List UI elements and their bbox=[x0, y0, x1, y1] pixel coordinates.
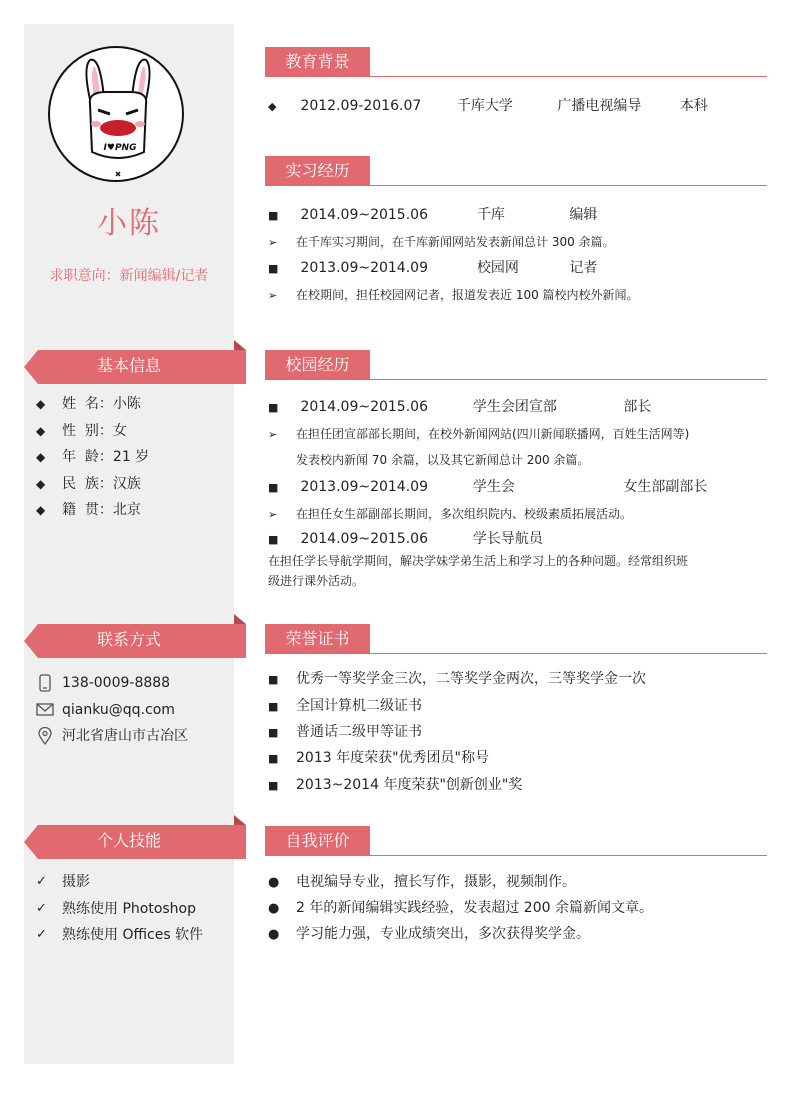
internship-desc bbox=[268, 233, 768, 250]
honor-item bbox=[268, 721, 768, 741]
campus-role: 女生部副部长 bbox=[623, 479, 708, 495]
arrow-bullet-icon: ➢ bbox=[268, 428, 278, 441]
internship-role: 编辑 bbox=[569, 207, 598, 223]
basic-info-banner bbox=[24, 340, 246, 384]
avatar bbox=[48, 46, 184, 182]
education-degree: 本科 bbox=[679, 98, 708, 114]
basic-info-label: 年 龄： bbox=[62, 449, 113, 465]
internship-desc bbox=[268, 286, 768, 303]
skill-item bbox=[36, 896, 232, 923]
campus-entry bbox=[268, 528, 768, 548]
basic-info-value: 小陈 bbox=[112, 396, 141, 412]
mail-icon bbox=[36, 701, 54, 719]
self-eval-header bbox=[265, 826, 767, 856]
campus-desc-text: 在担任女生部副部长期间，多次组织院内、校级素质拓展活动。 bbox=[296, 507, 633, 521]
location-pin-icon bbox=[36, 727, 54, 745]
education-entry bbox=[268, 95, 768, 115]
check-icon: ✓ bbox=[36, 900, 47, 916]
phone-icon bbox=[36, 674, 54, 692]
basic-info-label: 性 别： bbox=[62, 422, 113, 439]
campus-role: 部长 bbox=[623, 399, 652, 415]
basic-info-row bbox=[36, 391, 232, 418]
basic-info-row bbox=[36, 497, 232, 524]
honor-label: 优秀一等奖学金三次，二等奖学金两次，三等奖学金一次 bbox=[296, 671, 646, 687]
self-eval-item bbox=[268, 871, 768, 891]
skills-title: 个人技能 bbox=[96, 831, 161, 850]
campus-period: 2014.09~2015.06 bbox=[300, 531, 428, 547]
internship-title: 实习经历 bbox=[265, 156, 370, 186]
education-header bbox=[265, 47, 767, 77]
campus-desc bbox=[268, 552, 768, 569]
campus-period: 2013.09~2014.09 bbox=[300, 479, 428, 495]
internship-header bbox=[265, 156, 767, 186]
basic-info-list bbox=[36, 391, 232, 524]
diamond-bullet-icon: ◆ bbox=[36, 423, 46, 438]
honor-label: 2013 年度荣获"优秀团员"称号 bbox=[296, 750, 489, 766]
internship-org: 校园网 bbox=[476, 260, 519, 276]
campus-desc bbox=[268, 505, 768, 522]
square-bullet-icon: ■ bbox=[268, 726, 279, 739]
diamond-bullet-icon: ◆ bbox=[36, 503, 46, 517]
self-eval-label: 学习能力强，专业成绩突出，多次获得奖学金。 bbox=[296, 926, 590, 942]
education-title: 教育背景 bbox=[265, 47, 370, 77]
contact-phone[interactable]: 138-0009-8888 bbox=[62, 675, 171, 691]
campus-desc bbox=[268, 572, 768, 589]
internship-period: 2014.09~2015.06 bbox=[300, 207, 428, 223]
campus-desc-text: 在担任学长导航学期间，解决学妹学弟生活上和学习上的各种问题。经常组织班 bbox=[268, 554, 689, 568]
campus-period: 2014.09~2015.06 bbox=[300, 399, 428, 415]
square-bullet-icon: ■ bbox=[268, 673, 279, 686]
diamond-bullet-icon: ◆ bbox=[36, 476, 46, 491]
basic-info-title: 基本信息 bbox=[96, 356, 161, 375]
basic-info-label: 姓 名： bbox=[62, 396, 113, 412]
campus-header bbox=[265, 350, 767, 380]
square-bullet-icon: ■ bbox=[268, 779, 279, 792]
honor-label: 2013~2014 年度荣获"创新创业"奖 bbox=[296, 777, 523, 793]
campus-org: 学生会 bbox=[472, 479, 515, 495]
internship-role: 记者 bbox=[569, 260, 598, 276]
campus-desc-text: 在担任团宣部部长期间，在校外新闻网站(四川新闻联播网，百姓生活网等) bbox=[296, 427, 690, 441]
campus-entry bbox=[268, 476, 768, 496]
honor-item bbox=[268, 747, 768, 767]
contact-email[interactable]: qianku@qq.com bbox=[62, 701, 175, 718]
diamond-bullet-icon: ◆ bbox=[36, 397, 46, 411]
contact-title: 联系方式 bbox=[96, 630, 161, 649]
diamond-bullet-icon: ◆ bbox=[36, 450, 46, 464]
internship-desc-text: 在千库实习期间，在千库新闻网站发表新闻总计 300 余篇。 bbox=[296, 235, 615, 249]
education-period: 2012.09-2016.07 bbox=[300, 98, 422, 114]
job-intent: 求职意向：新闻编辑/记者 bbox=[49, 268, 209, 284]
dot-bullet-icon: ● bbox=[268, 927, 280, 942]
basic-info-row bbox=[36, 418, 232, 445]
internship-org: 千库 bbox=[476, 207, 505, 223]
campus-entry bbox=[268, 396, 768, 416]
internship-period: 2013.09~2014.09 bbox=[300, 260, 428, 276]
basic-info-value: 21 岁 bbox=[112, 449, 150, 465]
internship-entry bbox=[268, 204, 768, 224]
contact-address: 河北省唐山市古冶区 bbox=[62, 728, 188, 744]
campus-org: 学生会团宣部 bbox=[472, 399, 557, 415]
honor-label: 全国计算机二级证书 bbox=[296, 698, 422, 714]
basic-info-value: 北京 bbox=[112, 502, 141, 518]
square-bullet-icon: ■ bbox=[268, 481, 279, 494]
diamond-bullet-icon: ◆ bbox=[268, 100, 277, 113]
dot-bullet-icon: ● bbox=[268, 901, 280, 916]
check-icon: ✓ bbox=[36, 874, 47, 889]
contact-phone-row bbox=[36, 670, 232, 697]
campus-org: 学长导航员 bbox=[472, 531, 543, 547]
skill-item bbox=[36, 869, 232, 896]
honor-item bbox=[268, 774, 768, 794]
internship-desc-text: 在校期间，担任校园网记者，报道发表近 100 篇校内校外新闻。 bbox=[296, 288, 639, 302]
internship-entry bbox=[268, 257, 768, 277]
basic-info-row bbox=[36, 471, 232, 498]
education-school: 千库大学 bbox=[456, 98, 513, 114]
basic-info-label: 民 族： bbox=[62, 475, 113, 492]
arrow-bullet-icon: ➢ bbox=[268, 508, 278, 521]
dot-bullet-icon: ● bbox=[268, 875, 280, 890]
arrow-bullet-icon: ➢ bbox=[268, 236, 278, 249]
basic-info-value: 汉族 bbox=[112, 475, 141, 492]
basic-info-row bbox=[36, 444, 232, 471]
skill-item bbox=[36, 922, 232, 949]
campus-desc bbox=[268, 451, 768, 468]
honor-item bbox=[268, 695, 768, 715]
check-icon: ✓ bbox=[36, 927, 47, 942]
contact-list bbox=[36, 670, 232, 750]
avatar-badge-text: I♥PNG bbox=[103, 143, 137, 153]
campus-desc bbox=[268, 425, 768, 442]
self-eval-item bbox=[268, 923, 768, 943]
honor-item bbox=[268, 668, 768, 688]
skill-label: 熟练使用 Photoshop bbox=[62, 900, 197, 917]
self-eval-title: 自我评价 bbox=[265, 826, 370, 856]
skill-label: 熟练使用 Offices 软件 bbox=[62, 927, 204, 943]
rabbit-illustration bbox=[50, 48, 184, 182]
arrow-bullet-icon: ➢ bbox=[268, 289, 278, 302]
honor-label: 普通话二级甲等证书 bbox=[296, 724, 422, 740]
education-major: 广播电视编导 bbox=[557, 98, 642, 114]
contact-banner bbox=[24, 614, 246, 658]
self-eval-label: 2 年的新闻编辑实践经验，发表超过 200 余篇新闻文章。 bbox=[296, 900, 653, 916]
candidate-name: 小陈 bbox=[97, 206, 161, 241]
square-bullet-icon: ■ bbox=[268, 700, 279, 713]
contact-email-row bbox=[36, 697, 232, 724]
campus-title: 校园经历 bbox=[265, 350, 370, 380]
square-bullet-icon: ■ bbox=[268, 209, 279, 222]
square-bullet-icon: ■ bbox=[268, 262, 279, 275]
basic-info-value: 女 bbox=[112, 422, 127, 439]
honors-title: 荣誉证书 bbox=[265, 624, 370, 654]
square-bullet-icon: ■ bbox=[268, 533, 279, 546]
skills-banner bbox=[24, 815, 246, 859]
self-eval-label: 电视编导专业，擅长写作，摄影，视频制作。 bbox=[296, 874, 576, 890]
honors-header bbox=[265, 624, 767, 654]
campus-desc-text: 发表校内新闻 70 余篇，以及其它新闻总计 200 余篇。 bbox=[296, 453, 590, 467]
basic-info-label: 籍 贯： bbox=[62, 502, 113, 518]
contact-address-row bbox=[36, 723, 232, 750]
square-bullet-icon: ■ bbox=[268, 752, 279, 765]
square-bullet-icon: ■ bbox=[268, 401, 279, 414]
skills-list bbox=[36, 869, 232, 949]
skill-label: 摄影 bbox=[62, 874, 90, 890]
campus-desc-text: 级进行课外活动。 bbox=[268, 574, 365, 588]
self-eval-item bbox=[268, 897, 768, 917]
